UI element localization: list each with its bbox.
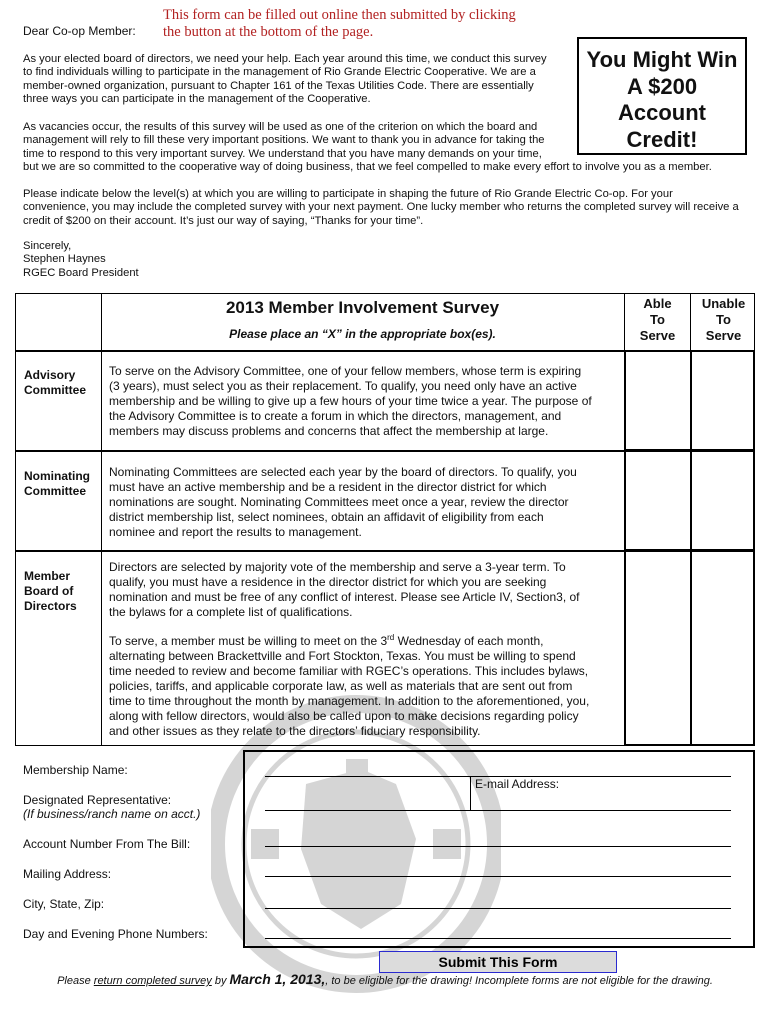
member-info-box [243,750,755,948]
text-line: management will rely to fill these very important positions. We want to thank you in advance for taking the [23,134,545,147]
col-header-line: Serve [639,328,676,343]
text-line: three ways you can participate in the management of the Cooperative. [23,93,371,106]
footer-note [0,971,770,987]
text-line: credit of $200 on their account. It’s just our way of saying, “Thanks for your time”. [23,214,424,227]
city-state-zip-label: City, State, Zip: [23,897,105,911]
text-line: policies, tariffs, and applicable corporate law, as well as materials that are sent out from [109,679,573,693]
letter-paragraph-1 [23,53,583,107]
label-line: Member [24,569,71,583]
text-line: along with fellow directors, would also be called upon to make decisions regarding policy [109,709,579,723]
text-line [109,630,617,649]
footer-text: Please [57,975,94,987]
footer-text: return completed survey [93,975,212,987]
field-divider [470,776,471,810]
text-line: time needed to review and become familiar with RGEC’s operations. This includes bylaws, [109,664,589,678]
board-able-checkbox[interactable] [625,551,691,745]
phone-field[interactable] [265,938,731,939]
phone-label: Day and Evening Phone Numbers: [23,927,208,941]
col-header-able [625,296,690,344]
promo-line-3: Account [618,100,706,125]
col-header-unable [691,296,756,344]
text-line: (3 years), must select you as their replacement. To qualify, you need only have an active [109,379,577,393]
label-line: Directors [24,599,77,613]
col-header-line: To [716,312,731,327]
col-header-line: Able [643,296,672,311]
nominating-able-checkbox[interactable] [625,451,691,550]
advisory-unable-checkbox[interactable] [691,351,754,450]
nominating-unable-checkbox[interactable] [691,451,754,550]
letter-paragraph-3 [23,188,763,228]
account-number-field[interactable] [265,846,731,847]
survey-instructions: Please place an “X” in the appropriate box(es). [229,327,496,341]
text-line: members may discuss problems and concerns that affect the membership at large. [109,424,549,438]
text-line: nominations are sought. Nominating Committees meet once a year, review the director [109,495,569,509]
footer-text: by [211,975,230,987]
online-note-line-1: This form can be filled out online then submitted by clicking [163,7,516,23]
online-fill-note [163,7,516,41]
text-line: to find individuals willing to participate in the management of Rio Grande Electric Cooperative. We are a [23,66,536,79]
text-line: the Advisory Committee is to create a forum in which the directors, management, and [109,409,562,423]
promo-line-1: You Might Win [586,47,738,72]
advisory-able-checkbox[interactable] [625,351,691,450]
label-line: Committee [24,383,87,397]
label-line: Board of [24,584,74,598]
text-fragment: To serve, a member must be willing to meet on the 3 [109,634,388,648]
mailing-address-label: Mailing Address: [23,867,112,881]
survey-table [15,293,755,746]
text-line: To serve on the Advisory Committee, one of your fellow members, whose term is expiring [109,364,582,378]
label-line: Nominating [24,469,90,483]
city-state-zip-field[interactable] [265,908,731,909]
designated-rep-label: Designated Representative: [23,793,172,807]
designated-rep-note: (If business/ranch name on acct.) [23,807,201,821]
row-label-advisory [24,368,86,398]
account-number-label: Account Number From The Bill: [23,837,191,851]
signer-name: Stephen Haynes [23,253,106,266]
text-line: and other issues as they relate to the directors’ fiduciary responsibility. [109,724,481,738]
text-line: qualify, you must have a residence in the director district for which you are seeking [109,575,547,589]
text-line: As vacancies occur, the results of this survey will be used as one of the criterion on which the board and [23,121,538,133]
text-line: but we are so committed to the cooperative way of doing business, that we feel compelled to make every effort to involve you as a member. [23,161,712,174]
text-line: must have an active membership and be a resident in the director district for which [109,480,547,494]
row-text-board [109,560,617,739]
text-line: district membership list, select nominees, obtain an affidavit of eligibility from each [109,510,544,524]
text-line: alternating between Brackettville and Fort Stockton, Texas. You must be willing to spend [109,649,576,663]
signoff-line: Sincerely, [23,240,72,252]
promo-line-2: A $200 [626,73,698,99]
text-line: member-owned organization, pursuant to Chapter 161 of the Texas Utilities Code. There are essentially [23,79,534,92]
col-header-line: Serve [705,328,742,343]
letter-paragraph-2 [23,121,763,175]
submit-form-button[interactable]: Submit This Form [379,951,617,973]
email-field[interactable] [470,810,731,811]
label-line: Advisory [24,368,76,382]
text-line: Directors are selected by majority vote of the membership and serve a 3-year term. To [109,560,566,574]
text-line: membership and be willing to give up a few hours of your time twice a year. The purpose of [109,394,592,408]
label-line: Committee [24,484,87,498]
text-line: nominee and report the results to management. [109,525,362,539]
survey-title: 2013 Member Involvement Survey [225,298,500,317]
text-line: convenience, you may include the completed survey with your next payment. One lucky member who returns the completed survey will receive a [23,201,739,214]
text-line: the bylaws for a complete list of qualifications. [109,605,353,619]
text-line: time to time throughout the month by management. In addition to the aforementioned, you, [109,694,590,708]
footer-text: , to be eligible for the drawing! Incomplete forms are not eligible for the drawing. [325,975,713,987]
row-label-nominating [24,469,90,499]
signoff [23,240,139,280]
deadline-date: March 1, 2013, [229,971,326,987]
text-fragment: Wednesday of each month, [394,634,544,648]
membership-name-label: Membership Name: [23,763,128,777]
text-fragment: rd [387,633,395,642]
text-line: Please indicate below the level(s) at which you are willing to participate in shaping the future of Rio Grande Electric Co-op. For your [23,188,673,200]
row-text-advisory [109,364,617,439]
text-line: nomination and must be free of any conflict of interest. Please see Article IV, Section3, of [109,590,580,604]
row-text-nominating [109,465,617,540]
text-line: Nominating Committees are selected each year by the board of directors. To qualify, you [109,465,577,479]
row-label-board [24,569,77,614]
text-line: time to respond to this very important survey. We understand that you have many demands on your time, [23,147,542,160]
mailing-address-field[interactable] [265,876,731,877]
signer-title: RGEC Board President [23,266,139,279]
online-note-line-2: the button at the bottom of the page. [163,24,374,40]
email-label: E-mail Address: [475,777,560,791]
col-header-line: Unable [701,296,746,311]
text-line: As your elected board of directors, we need your help. Each year around this time, we conduct this survey [23,53,547,65]
promo-line-4: Credit! [626,126,698,152]
greeting: Dear Co-op Member: [23,24,136,38]
designated-rep-field[interactable] [265,810,470,811]
col-header-line: To [650,312,665,327]
board-unable-checkbox[interactable] [691,551,754,745]
